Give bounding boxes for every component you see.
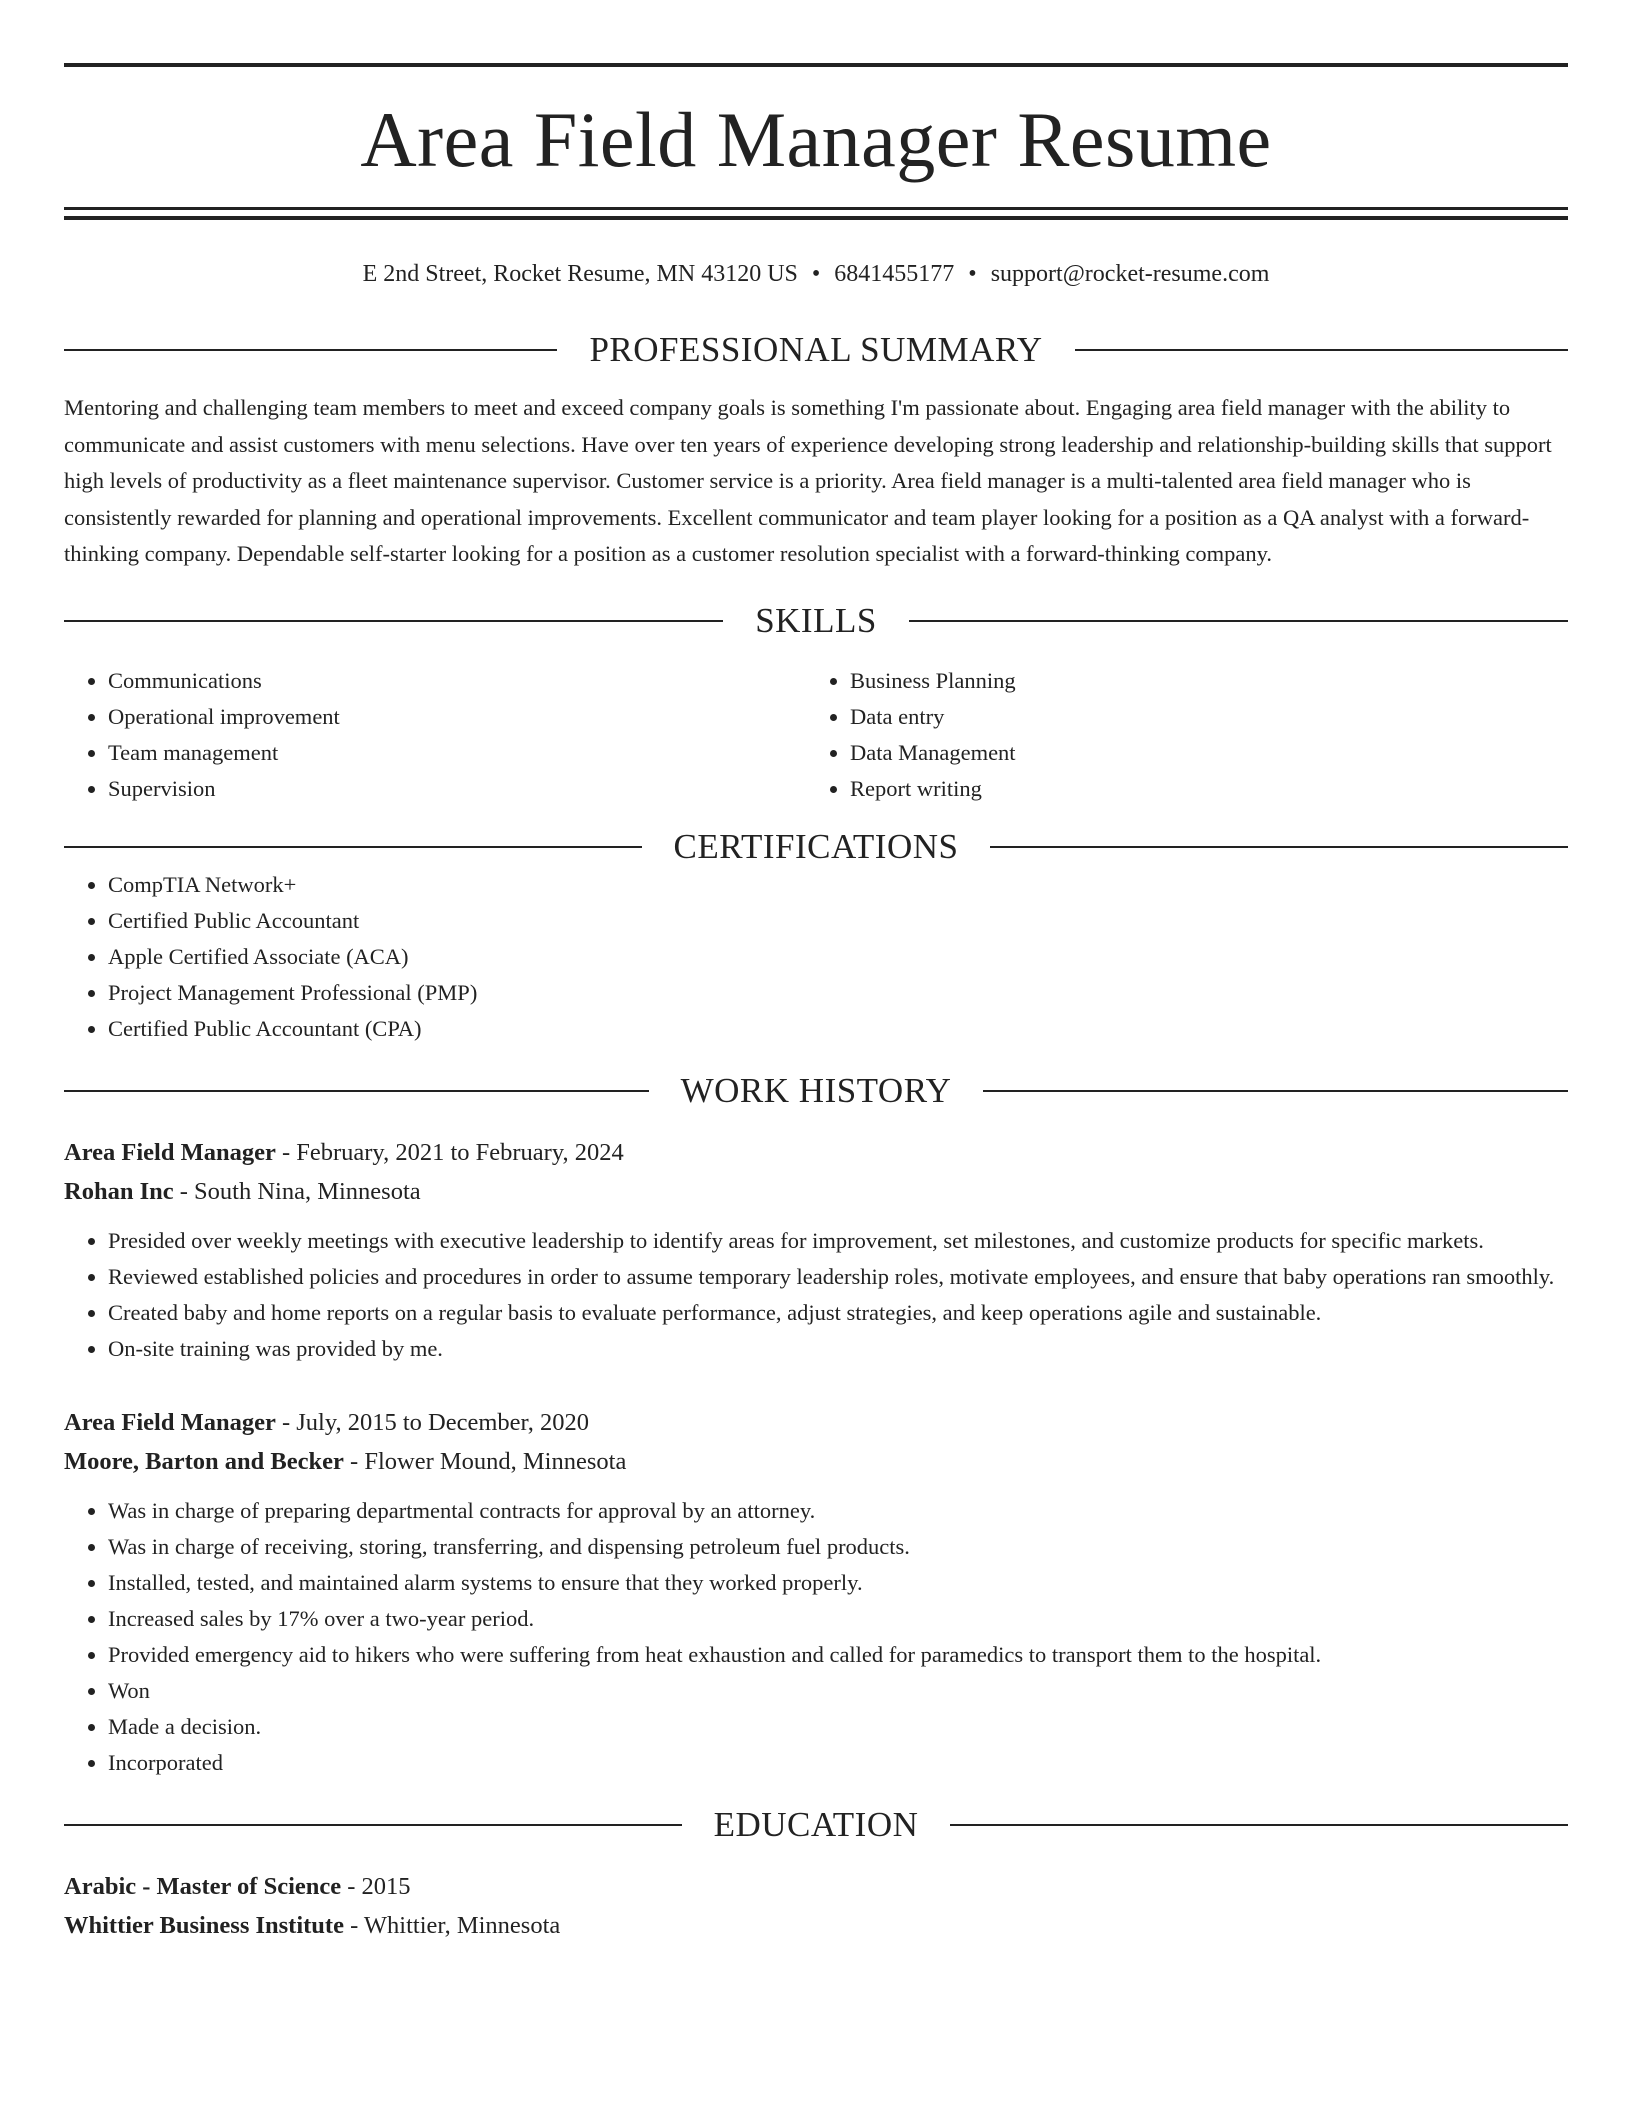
divider-line <box>909 620 1568 622</box>
job-bullets <box>64 1223 1568 1367</box>
certifications-list <box>64 867 1568 1047</box>
education-school: Whittier Business Institute <box>64 1911 344 1939</box>
job-title: Area Field Manager <box>64 1138 276 1166</box>
summary-text: Mentoring and challenging team members to meet and exceed company goals is something I'm passionate about. Engaging area field manager with the ability to communicate and assist customers with menu selections. Have over ten years of experience developing strong leadership and relationship-building skills that support high levels of productivity as a fleet maintenance supervisor. Customer service is a priority. Area field manager is a multi-talented area field manager who is consistently rewarded for planning and operational improvements. Excellent communicator and team player looking for a position as a QA analyst with a forward-thinking company. Dependable self-starter looking for a position as a customer resolution specialist with a forward-thinking company. <box>64 395 1552 566</box>
job-entry <box>64 1403 1568 1781</box>
divider-line <box>950 1824 1568 1826</box>
job-location: - Flower Mound, Minnesota <box>343 1447 627 1475</box>
certification-item: • Project Management Professional (PMP) <box>108 975 1568 1011</box>
job-location: - South Nina, Minnesota <box>173 1177 421 1205</box>
job-entry <box>64 1133 1568 1367</box>
contact-address: E 2nd Street, Rocket Resume, MN 43120 US <box>362 261 798 287</box>
education-location: - Whittier, Minnesota <box>343 1911 561 1939</box>
job-dates: - July, 2015 to December, 2020 <box>275 1408 589 1436</box>
job-title-line <box>64 1403 1568 1442</box>
resume-page <box>64 63 1568 1945</box>
job-bullets <box>64 1493 1568 1781</box>
title-double-rule <box>64 207 1568 220</box>
skill-item: • Supervision <box>108 771 806 807</box>
job-company-line <box>64 1172 1568 1211</box>
job-bullet: • Presided over weekly meetings with executive leadership to identify areas for improvement, set milestones, and customize products for specific markets. <box>108 1223 1568 1259</box>
job-bullet: • Provided emergency aid to hikers who were suffering from heat exhaustion and called for paramedics to transport them to the hospital. <box>108 1637 1568 1673</box>
certification-item: • CompTIA Network+ <box>108 867 1568 903</box>
certification-item: • Certified Public Accountant <box>108 903 1568 939</box>
job-bullet: • Was in charge of receiving, storing, transferring, and dispensing petroleum fuel products. <box>108 1529 1568 1565</box>
education-entry <box>64 1867 1568 1945</box>
job-bullet: • Incorporated <box>108 1745 1568 1781</box>
section-title-skills: SKILLS <box>755 600 877 640</box>
section-header-work-history <box>64 1071 1568 1111</box>
job-bullet: • Made a decision. <box>108 1709 1568 1745</box>
job-bullet: • On-site training was provided by me. <box>108 1331 1568 1367</box>
skill-item: • Data Management <box>850 735 1548 771</box>
top-rule <box>64 63 1568 67</box>
contact-line <box>64 258 1568 290</box>
section-header-certifications <box>64 827 1568 867</box>
job-bullet: • Installed, tested, and maintained alarm systems to ensure that they worked properly. <box>108 1565 1568 1601</box>
divider-line <box>983 1090 1568 1092</box>
education-degree: Arabic - Master of Science <box>64 1872 342 1900</box>
job-bullet: • Created baby and home reports on a regular basis to evaluate performance, adjust strategies, and keep operations agile and sustainable. <box>108 1295 1568 1331</box>
education-school-line <box>64 1906 1568 1945</box>
section-title-summary: PROFESSIONAL SUMMARY <box>589 330 1043 369</box>
contact-email: support@rocket-resume.com <box>990 261 1270 287</box>
certification-item: • Apple Certified Associate (ACA) <box>108 939 1568 975</box>
skill-item: • Team management <box>108 735 806 771</box>
education-degree-line <box>64 1867 1568 1906</box>
skills-list <box>64 663 1568 807</box>
section-header-education <box>64 1805 1568 1845</box>
section-title-certifications: CERTIFICATIONS <box>673 826 959 866</box>
divider-line <box>990 846 1568 848</box>
job-bullet: • Won <box>108 1673 1568 1709</box>
job-company-line <box>64 1442 1568 1481</box>
divider-line <box>64 620 723 622</box>
section-title-education: EDUCATION <box>713 1804 919 1844</box>
job-bullet: • Was in charge of preparing departmental contracts for approval by an attorney. <box>108 1493 1568 1529</box>
skills-column-right <box>806 663 1548 807</box>
contact-separator: • <box>968 261 977 287</box>
skill-item: • Report writing <box>850 771 1548 807</box>
skill-item: • Business Planning <box>850 663 1548 699</box>
section-title-work-history: WORK HISTORY <box>680 1070 952 1110</box>
resume-title: Area Field Manager Resume <box>360 96 1272 183</box>
job-title: Area Field Manager <box>64 1408 276 1436</box>
job-company: Moore, Barton and Becker <box>64 1447 344 1475</box>
divider-line <box>64 1090 649 1092</box>
divider-line <box>64 349 557 351</box>
job-bullet: • Reviewed established policies and procedures in order to assume temporary leadership roles, motivate employees, and ensure that baby operations ran smoothly. <box>108 1259 1568 1295</box>
divider-line <box>1075 349 1568 351</box>
job-dates: - February, 2021 to February, 2024 <box>275 1138 624 1166</box>
skills-column-left <box>64 663 806 807</box>
contact-separator: • <box>811 261 821 287</box>
skill-item: • Communications <box>108 663 806 699</box>
education-year: - 2015 <box>341 1872 411 1900</box>
divider-line <box>64 846 642 848</box>
section-header-skills <box>64 601 1568 641</box>
skill-item: • Operational improvement <box>108 699 806 735</box>
certification-item: • Certified Public Accountant (CPA) <box>108 1011 1568 1047</box>
job-bullet: • Increased sales by 17% over a two-year period. <box>108 1601 1568 1637</box>
contact-phone: 6841455177 <box>834 261 955 287</box>
job-company: Rohan Inc <box>64 1177 174 1205</box>
job-title-line <box>64 1133 1568 1172</box>
section-header-summary <box>64 330 1568 370</box>
divider-line <box>64 1824 682 1826</box>
skill-item: • Data entry <box>850 699 1548 735</box>
